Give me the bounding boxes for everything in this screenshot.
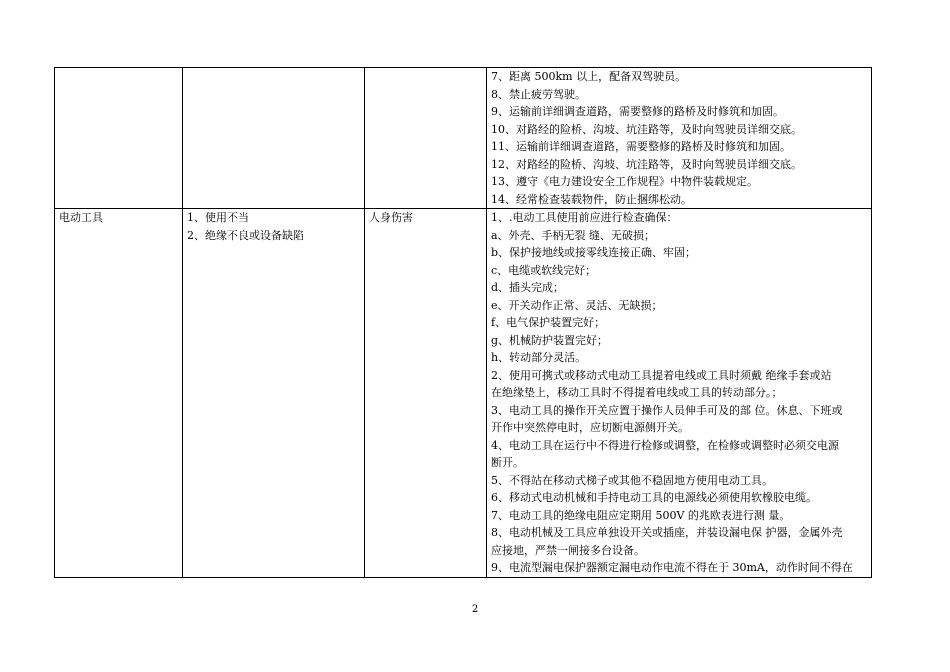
measure-line: 断开。 xyxy=(491,456,524,469)
measure-line: 4、电动工具在运行中不得进行检修或调整，在检修或调整时必须交电源 xyxy=(491,438,839,452)
consequence-cell xyxy=(365,68,487,209)
hazard-source-cell xyxy=(55,209,183,578)
measures-cell xyxy=(487,68,872,209)
table-row xyxy=(55,209,872,578)
hazard-source-cell xyxy=(55,68,183,209)
measure-line: 13、遵守《电力建设安全工作规程》中物件装载规定。 xyxy=(491,175,758,188)
measure-line: 10、对路经的险桥、沟坡、坑洼路等，及时向驾驶员详细交底。 xyxy=(491,122,802,136)
measure-line: 7、电动工具的绝缘电阻应定期用 500V 的兆欧表进行测 量。 xyxy=(491,508,791,522)
measure-line: f、电气保护装置完好； xyxy=(491,316,606,329)
measure-line: c、电缆或软线完好； xyxy=(491,263,597,277)
table-row xyxy=(55,68,872,209)
causes-cell xyxy=(183,68,365,209)
measure-line: 8、禁止疲劳驾驶。 xyxy=(491,87,586,101)
measure-line: 应接地，严禁一闸接多台设备。 xyxy=(491,543,645,557)
measure-line: 6、移动式电动机械和手持电动工具的电源线必须使用软橡胶电缆。 xyxy=(491,491,817,504)
measure-line: h、转动部分灵活。 xyxy=(491,351,587,364)
measure-line: b、保护接地线或接零线连接正确、牢固； xyxy=(491,246,697,259)
page-number: 2 xyxy=(471,604,479,615)
measure-line: 12、对路经的险桥、沟坡、坑洼路等，及时向驾驶员详细交底。 xyxy=(491,157,802,171)
measure-line: 2、使用可携式或移动式电动工具提着电线或工具时须戴 绝缘手套或站 xyxy=(491,368,832,382)
hazard-source-text: 电动工具 xyxy=(59,211,103,224)
measure-line: 9、电流型漏电保护器额定漏电动作电流不得在于 30mA，动作时间不得在 xyxy=(491,561,853,574)
measure-line: 5、不得站在移动式梯子或其他不稳固地方使用电动工具。 xyxy=(491,473,773,487)
causes-cell xyxy=(183,209,365,578)
measure-line: 9、运输前详细调查道路，需要整修的路桥及时修筑和加固。 xyxy=(491,105,784,118)
measure-line: 11、运输前详细调查道路，需要整修的路桥及时修筑和加固。 xyxy=(491,140,791,153)
measure-line: 开作中突然停电时，应切断电源侧开关。 xyxy=(491,421,689,434)
measure-line: d、插头完成； xyxy=(491,281,565,294)
measure-line: 3、电动工具的操作开关应置于操作人员伸手可及的部 位。休息、下班或 xyxy=(491,403,843,417)
consequence-text: 人身伤害 xyxy=(369,211,413,224)
cause-line: 1、使用不当 xyxy=(187,211,249,224)
hazard-table xyxy=(54,67,872,578)
measure-line: e、开关动作正常、灵活、无缺损； xyxy=(491,298,663,312)
measure-line: 7、距离 500km 以上，配备双驾驶员。 xyxy=(491,70,687,83)
measure-line: 8、电动机械及工具应单独设开关或插座，并装设漏电保 护器，金属外壳 xyxy=(491,526,843,539)
consequence-cell xyxy=(365,209,487,578)
measure-line: 在绝缘垫上，移动工具时不得提着电线或工具的转动部分。； xyxy=(491,386,783,399)
measure-line: g、机械防护装置完好； xyxy=(491,333,609,347)
measure-line: a、外壳、手柄无裂 缝、无破损； xyxy=(491,228,656,242)
cause-line: 2、绝缘不良或设备缺陷 xyxy=(187,228,304,242)
measure-line: 1、.电动工具使用前应进行检查确保： xyxy=(491,211,678,224)
measures-cell xyxy=(487,209,872,578)
measure-line: 14、经常检查装载物件，防止捆绑松动。 xyxy=(491,192,692,206)
